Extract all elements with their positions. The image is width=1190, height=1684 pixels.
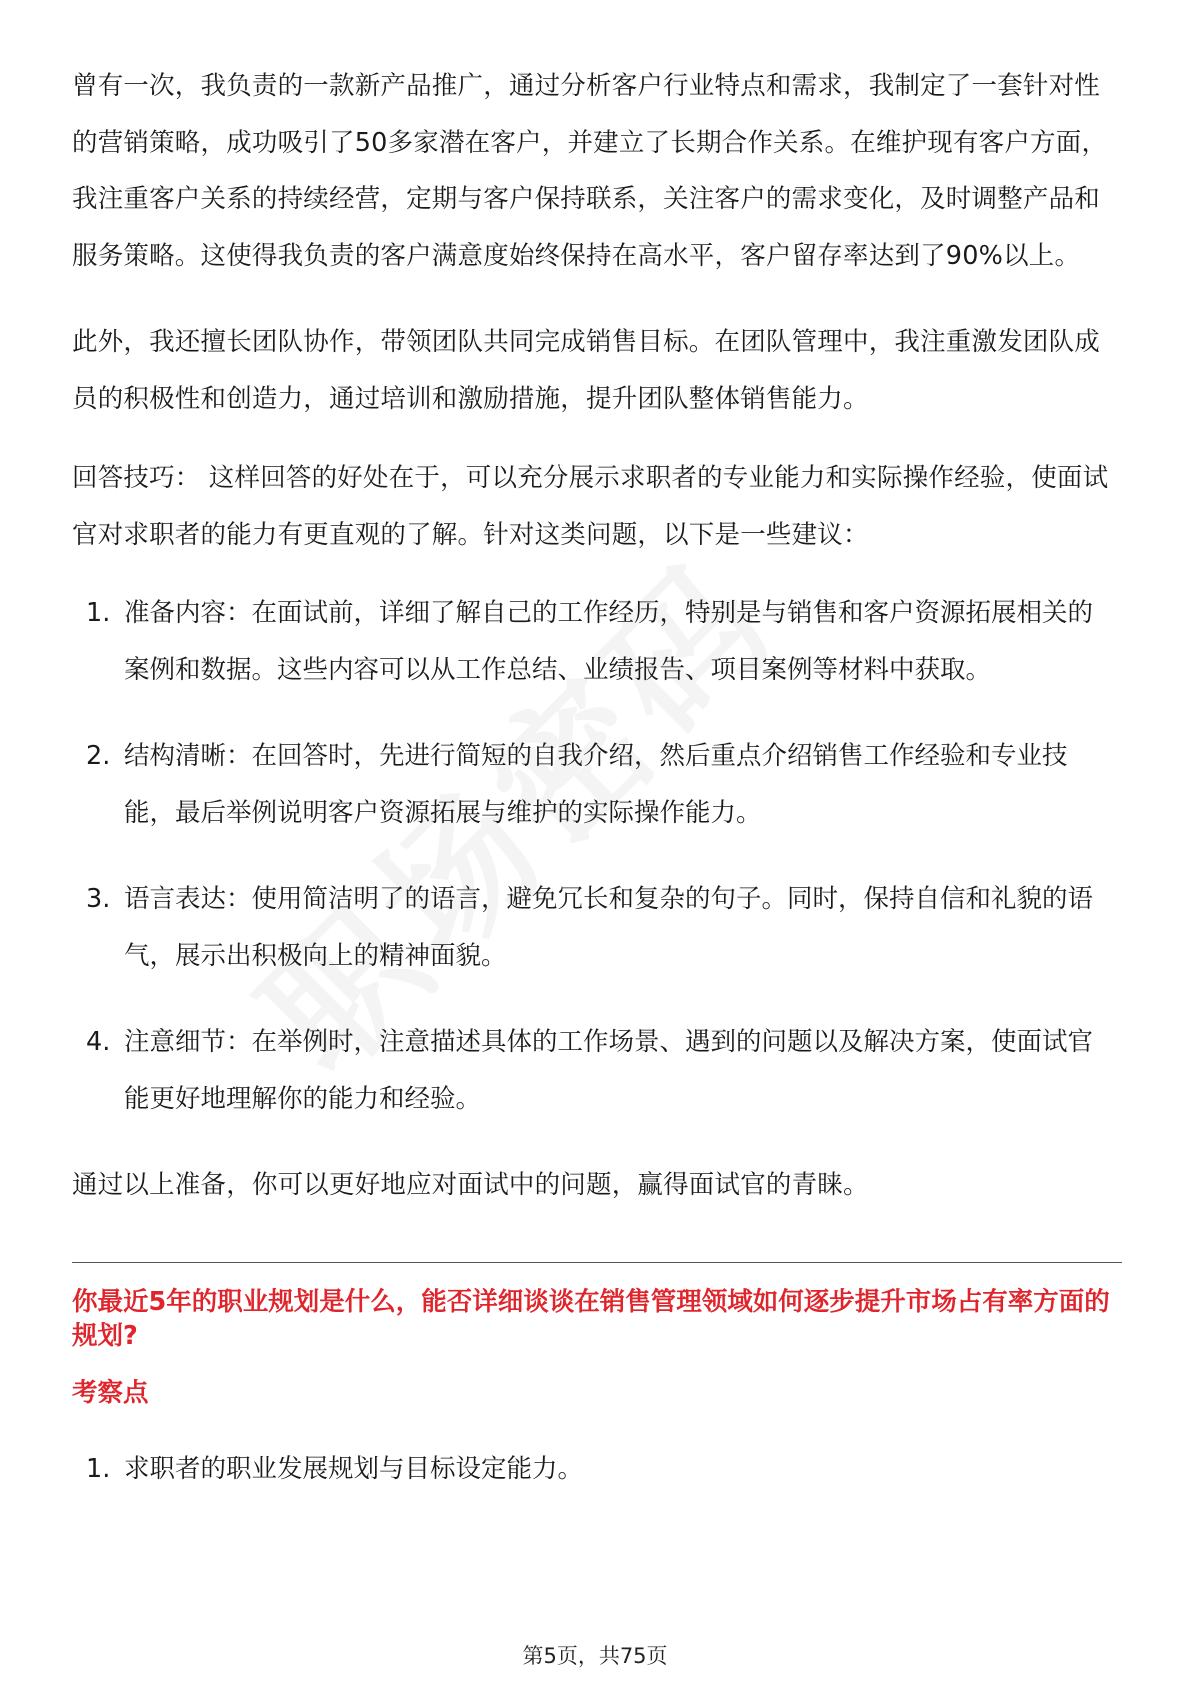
- list-item-number: 1.: [86, 598, 111, 628]
- page-number-footer: 第5页，共75页: [522, 1644, 668, 1668]
- list-item: [72, 871, 1117, 984]
- list-item-text: 注意细节：在举例时，注意描述具体的工作场景、遇到的问题以及解决方案，使面试官能更好地理解你的能力和经验。: [124, 1027, 1094, 1114]
- section-label-assessment: 考察点: [72, 1377, 149, 1408]
- list-item-number: 1.: [86, 1453, 111, 1484]
- list-item-number: 2.: [86, 741, 111, 771]
- question-heading: 你最近5年的职业规划是什么，能否详细谈谈在销售管理领域如何逐步提升市场占有率方面的规划?: [72, 1286, 1110, 1351]
- paragraph-conclusion: 通过以上准备，你可以更好地应对面试中的问题，赢得面试官的青睐。: [72, 1170, 869, 1200]
- list-item-number: 4.: [86, 1027, 111, 1057]
- list-item: [72, 585, 1117, 698]
- list-item-text: 求职者的职业发展规划与目标设定能力。: [124, 1453, 584, 1484]
- list-item-number: 3.: [86, 884, 111, 914]
- list-item: [72, 1014, 1117, 1127]
- paragraph-answer-tips: 回答技巧： 这样回答的好处在于，可以充分展示求职者的专业能力和实际操作经验，使面试官对求职者的能力有更直观的了解。针对这类问题，以下是一些建议：: [72, 463, 1109, 550]
- tips-list: [72, 585, 1117, 1127]
- list-item-text: 准备内容：在面试前，详细了解自己的工作经历，特别是与销售和客户资源拓展相关的案例和数据。这些内容可以从工作总结、业绩报告、项目案例等材料中获取。: [124, 598, 1094, 685]
- list-item-text: 语言表达：使用简洁明了的语言，避免冗长和复杂的句子。同时，保持自信和礼貌的语气，展示出积极向上的精神面貌。: [124, 884, 1094, 971]
- section-divider: [72, 1262, 1122, 1263]
- list-item: [72, 728, 1117, 841]
- assessment-points-list: [72, 1449, 1117, 1489]
- page-content: [72, 58, 1117, 1489]
- paragraph-case-example: 曾有一次，我负责的一款新产品推广，通过分析客户行业特点和需求，我制定了一套针对性的营销策略，成功吸引了50多家潜在客户，并建立了长期合作关系。在维护现有客户方面，我注重客户关系的持续经营，定期与客户保持联系，关注客户的需求变化，及时调整产品和服务策略。这使得我负责的客户满意度始终保持在高水平，客户留存率达到了90%以上。: [72, 71, 1108, 271]
- list-item: [72, 1449, 1117, 1489]
- paragraph-teamwork: 此外，我还擅长团队协作，带领团队共同完成销售目标。在团队管理中，我注重激发团队成员的积极性和创造力，通过培训和激励措施，提升团队整体销售能力。: [72, 327, 1101, 414]
- list-item-text: 结构清晰：在回答时，先进行简短的自我介绍，然后重点介绍销售工作经验和专业技能，最后举例说明客户资源拓展与维护的实际操作能力。: [124, 741, 1068, 828]
